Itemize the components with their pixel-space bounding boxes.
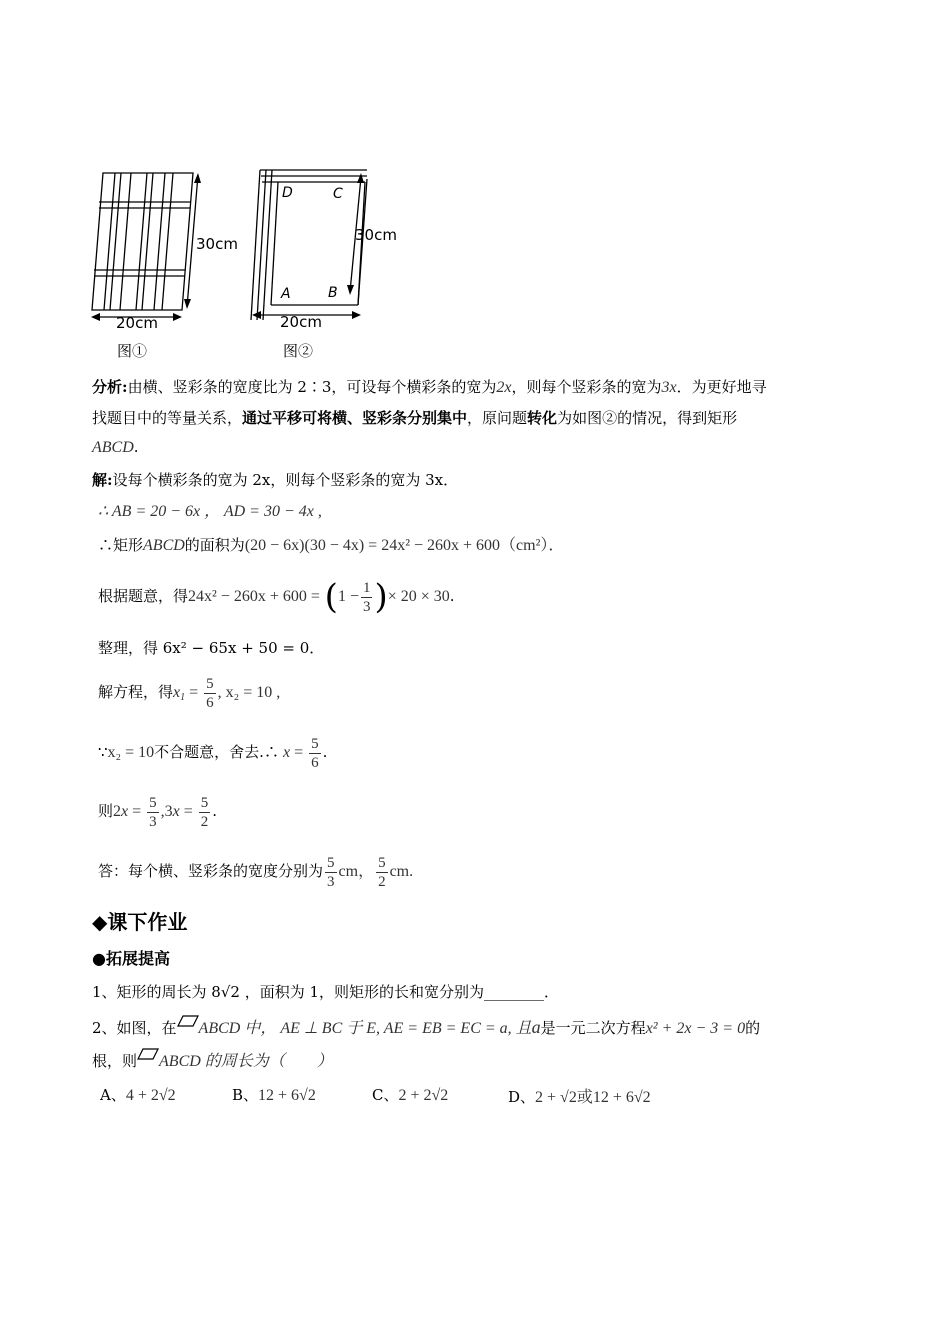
solution-label: 解 bbox=[92, 471, 108, 489]
option-b[interactable]: B、12 + 6√2 bbox=[232, 1086, 316, 1104]
homework-title: ◆课下作业 bbox=[92, 910, 188, 934]
figure-2-corner-a: A bbox=[281, 286, 291, 302]
solution-line-6: 解方程，得$x_1$ = $\frac{5}{6}$ , x₂ = 10 , bbox=[98, 675, 281, 711]
homework-subtitle: ●拓展提高 bbox=[92, 949, 170, 968]
option-a[interactable]: A、4 + 2√2 bbox=[100, 1086, 176, 1104]
option-c[interactable]: C、2 + 2√2 bbox=[372, 1086, 449, 1104]
figure-1-width-label: 20cm bbox=[116, 314, 158, 332]
figure-1-height-label: 30cm bbox=[196, 235, 238, 253]
analysis-label: 分析 bbox=[92, 378, 123, 396]
analysis-line-1: 分析:由横、竖彩条的宽度比为 2∶3，可设每个横彩条的宽为2x，则每个竖彩条的宽为3x．为更好地寻 bbox=[92, 378, 767, 396]
solution-line-7: ∵x₂ = 10不合题意，舍去.∴ x = $\frac{5}{6}$ . bbox=[98, 735, 328, 771]
question-1: 1、矩形的周长为 8√2 ，面积为 1，则矩形的长和宽分别为________． bbox=[92, 983, 560, 1001]
figure-2-height-label: 30cm bbox=[355, 226, 397, 244]
analysis-line-2: 找题目中的等量关系，通过平移可将横、竖彩条分别集中，原问题转化为如图②的情况，得到矩形 bbox=[92, 409, 738, 427]
figure-2-corner-d: D bbox=[282, 185, 293, 201]
analysis-line-3: ABCD. bbox=[92, 438, 139, 456]
solution-line-8: 则2x = $\frac{5}{3}$ ,3x = $\frac{5}{2}$ . bbox=[98, 794, 218, 830]
figure-2-caption: 图② bbox=[283, 342, 314, 360]
figure-2-corner-b: B bbox=[328, 285, 338, 301]
figure-2 bbox=[245, 165, 385, 335]
solution-line-3: ∴矩形ABCD的面积为(20 − 6x)(30 − 4x) = 24x² − 260x + 600（cm²）． bbox=[98, 536, 565, 554]
figure-2-width-label: 20cm bbox=[280, 313, 322, 331]
option-d[interactable]: D、2 + √2或12 + 6√2 bbox=[508, 1088, 651, 1106]
parallelogram-icon bbox=[177, 1015, 199, 1027]
parallelogram-icon bbox=[137, 1048, 159, 1060]
question-2-line-2: 根，则 ABCD 的周长为（ ） bbox=[92, 1048, 333, 1073]
solution-line-2: ∴ AB = 20 − 6x ， AD = 30 − 4x , bbox=[98, 503, 322, 520]
solution-line-4: 根据题意，得24x² − 260x + 600 = (1 − $\frac{1}{3}$ )× 20 × 30. bbox=[98, 577, 455, 617]
question-2-line-1: 2、如图，在 ABCD 中， AE ⊥ BC 于 E, AE = EB = EC = a, 且a是一元二次方程x² + 2x − 3 = 0的 bbox=[92, 1017, 761, 1037]
solution-line-1: 解:设每个横彩条的宽为 2x，则每个竖彩条的宽为 3x． bbox=[92, 471, 459, 489]
figure-1-caption: 图① bbox=[117, 342, 148, 360]
solution-answer: 答：每个横、竖彩条的宽度分别为 $\frac{5}{3}$ cm， $\frac{5}{2}$ cm. bbox=[98, 854, 414, 890]
solution-line-5: 整理，得 6x² − 65x + 50 = 0． bbox=[98, 639, 325, 657]
figure-2-corner-c: C bbox=[333, 186, 343, 202]
